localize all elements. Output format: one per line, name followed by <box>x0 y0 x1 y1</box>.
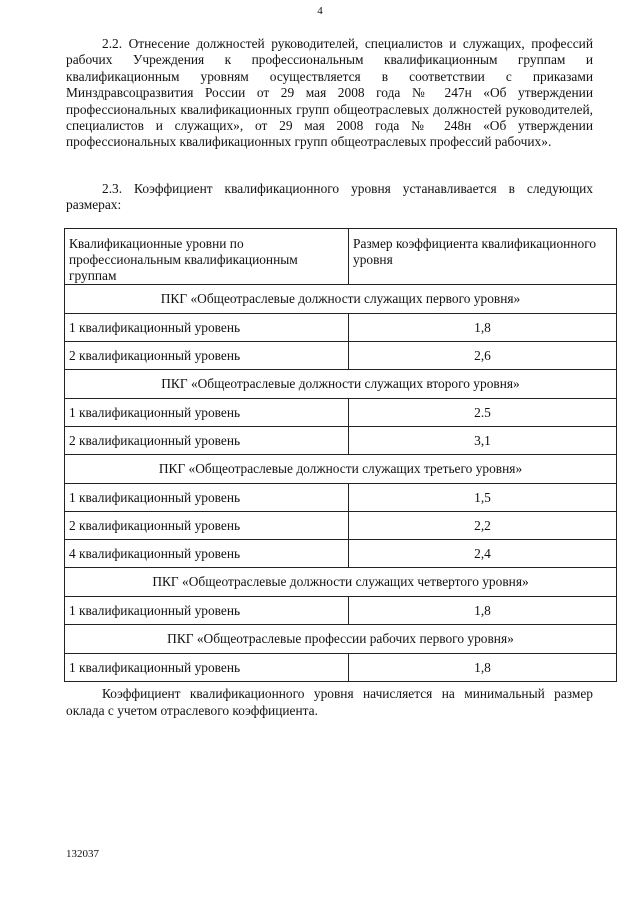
coefficient-table <box>64 228 617 682</box>
coefficient-cell: 3,1 <box>349 427 617 455</box>
table-group-row <box>65 370 617 399</box>
level-cell: 1 квалификационный уровень <box>65 597 349 625</box>
coefficient-cell: 2,2 <box>349 512 617 540</box>
paragraph-coefficient-note: Коэффициент квалификационного уровня начисляется на минимальный размер оклада с учетом отраслевого коэффициента. <box>66 686 593 718</box>
level-cell: 4 квалификационный уровень <box>65 540 349 568</box>
coefficient-cell: 1,5 <box>349 484 617 512</box>
table-header-row <box>65 229 617 285</box>
group-title: ПКГ «Общеотраслевые должности служащих третьего уровня» <box>65 455 617 484</box>
level-cell: 1 квалификационный уровень <box>65 484 349 512</box>
table-group-row <box>65 285 617 314</box>
table-row <box>65 427 617 455</box>
coefficient-cell: 2.5 <box>349 399 617 427</box>
level-cell: 2 квалификационный уровень <box>65 512 349 540</box>
group-title: ПКГ «Общеотраслевые должности служащих четвертого уровня» <box>65 568 617 597</box>
table-group-row <box>65 455 617 484</box>
coefficient-cell: 2,6 <box>349 342 617 370</box>
coefficient-cell: 2,4 <box>349 540 617 568</box>
table-row <box>65 540 617 568</box>
paragraph-2-3: 2.3. Коэффициент квалификационного уровня устанавливается в следующих размерах: <box>66 181 593 213</box>
table-row <box>65 399 617 427</box>
coefficient-cell: 1,8 <box>349 314 617 342</box>
table-group-row <box>65 568 617 597</box>
table-row <box>65 314 617 342</box>
document-code: 132037 <box>66 848 99 860</box>
page-number: 4 <box>317 5 323 17</box>
table-row <box>65 484 617 512</box>
header-levels: Квалификационные уровни по профессиональным квалификационным группам <box>65 229 349 285</box>
group-title: ПКГ «Общеотраслевые должности служащих второго уровня» <box>65 370 617 399</box>
group-title: ПКГ «Общеотраслевые профессии рабочих первого уровня» <box>65 625 617 654</box>
level-cell: 1 квалификационный уровень <box>65 399 349 427</box>
table-row <box>65 654 617 682</box>
table-row <box>65 597 617 625</box>
table-row <box>65 342 617 370</box>
coefficient-cell: 1,8 <box>349 654 617 682</box>
coefficient-cell: 1,8 <box>349 597 617 625</box>
level-cell: 1 квалификационный уровень <box>65 314 349 342</box>
header-coefficient: Размер коэффициента квалификационного уровня <box>349 229 617 285</box>
table-group-row <box>65 625 617 654</box>
group-title: ПКГ «Общеотраслевые должности служащих первого уровня» <box>65 285 617 314</box>
level-cell: 2 квалификационный уровень <box>65 342 349 370</box>
level-cell: 1 квалификационный уровень <box>65 654 349 682</box>
table-row <box>65 512 617 540</box>
level-cell: 2 квалификационный уровень <box>65 427 349 455</box>
paragraph-2-2: 2.2. Отнесение должностей руководителей, специалистов и служащих, профессий рабочих Учреждения к профессиональным квалификационным группам и квалификационным уровням осуществляется в соответствии с приказами Минздравсоцразвития России от 29 мая 2008 года № 247н «Об утверждении профессиональных квалификационных групп общеотраслевых должностей руководителей, специалистов и служащих», от 29 мая 2008 года № 248н «Об утверждении профессиональных квалификационных групп общеотраслевых профессий рабочих». <box>66 36 593 150</box>
